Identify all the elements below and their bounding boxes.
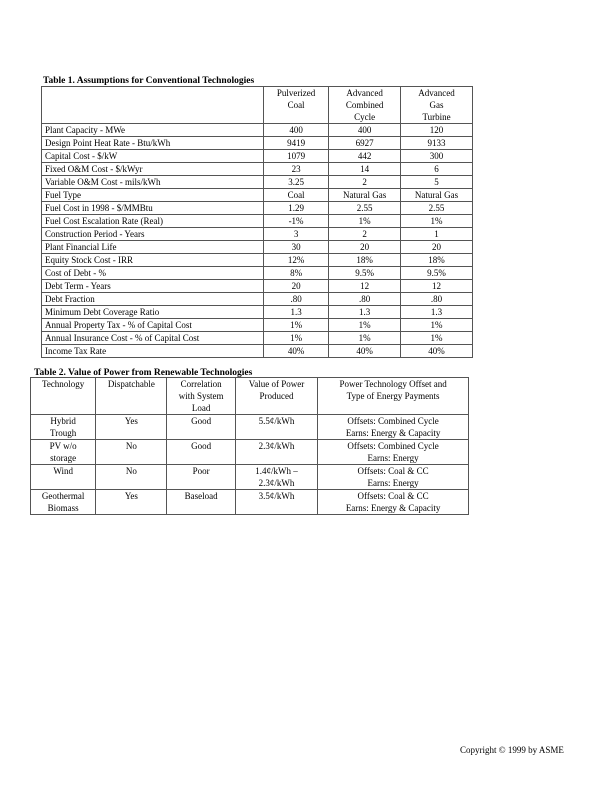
renewables-table — [30, 377, 469, 515]
renewables-header-row — [31, 378, 469, 415]
assumptions-cell: Fuel Cost Escalation Rate (Real) — [42, 215, 264, 228]
assumptions-cell: Equity Stock Cost - IRR — [42, 254, 264, 267]
renewables-cell: Geothermal Biomass — [31, 490, 96, 515]
renewables-cell: No — [96, 440, 167, 465]
assumptions-cell: Fixed O&M Cost - $/kWyr — [42, 163, 264, 176]
table-row — [42, 306, 473, 319]
assumptions-cell: 40% — [401, 345, 473, 358]
renewables-cell: Poor — [167, 465, 235, 490]
assumptions-cell: Coal — [264, 189, 329, 202]
table-row — [42, 137, 473, 150]
table-row — [42, 319, 473, 332]
assumptions-cell: Annual Property Tax - % of Capital Cost — [42, 319, 264, 332]
renewables-cell: 5.5¢/kWh — [235, 415, 317, 440]
assumptions-cell: Annual Insurance Cost - % of Capital Cost — [42, 332, 264, 345]
assumptions-cell: .80 — [264, 293, 329, 306]
assumptions-cell: .80 — [401, 293, 473, 306]
assumptions-cell: 6927 — [329, 137, 401, 150]
table-row — [42, 293, 473, 306]
assumptions-cell: 1.3 — [329, 306, 401, 319]
table2-caption: Table 2. Value of Power from Renewable Technologies — [34, 368, 253, 378]
renewables-cell: Wind — [31, 465, 96, 490]
assumptions-cell: 5 — [401, 176, 473, 189]
assumptions-cell: 3.25 — [264, 176, 329, 189]
assumptions-cell: 1079 — [264, 150, 329, 163]
assumptions-cell: 1.3 — [401, 306, 473, 319]
assumptions-cell: Design Point Heat Rate - Btu/kWh — [42, 137, 264, 150]
assumptions-cell: 40% — [329, 345, 401, 358]
assumptions-cell: 300 — [401, 150, 473, 163]
assumptions-cell: Debt Fraction — [42, 293, 264, 306]
table1-caption: Table 1. Assumptions for Conventional Technologies — [43, 76, 255, 86]
renewables-header-cell: Correlation with System Load — [167, 378, 235, 415]
table-row — [31, 440, 469, 465]
assumptions-cell: 1% — [329, 215, 401, 228]
assumptions-cell: 12% — [264, 254, 329, 267]
renewables-table-header — [31, 378, 469, 415]
renewables-cell: 2.3¢/kWh — [235, 440, 317, 465]
renewables-cell: Offsets: Coal & CC Earns: Energy — [318, 465, 469, 490]
renewables-cell: PV w/o storage — [31, 440, 96, 465]
assumptions-cell: 9133 — [401, 137, 473, 150]
assumptions-cell: 12 — [401, 280, 473, 293]
table-row — [42, 189, 473, 202]
assumptions-cell: Fuel Type — [42, 189, 264, 202]
assumptions-cell: 2.55 — [401, 202, 473, 215]
assumptions-cell: 9.5% — [401, 267, 473, 280]
assumptions-table — [41, 86, 473, 358]
assumptions-cell: 1% — [329, 319, 401, 332]
renewables-header-cell: Value of Power Produced — [235, 378, 317, 415]
renewables-cell: Offsets: Combined Cycle Earns: Energy & Capacity — [318, 415, 469, 440]
renewables-cell: Baseload — [167, 490, 235, 515]
table-row — [42, 202, 473, 215]
renewables-header-cell: Technology — [31, 378, 96, 415]
assumptions-header-cell: Advanced Combined Cycle — [329, 87, 401, 124]
table-row — [42, 241, 473, 254]
table-row — [42, 345, 473, 358]
assumptions-header-cell — [42, 87, 264, 124]
renewables-cell: Yes — [96, 490, 167, 515]
assumptions-cell: 400 — [329, 124, 401, 137]
assumptions-cell: 20 — [329, 241, 401, 254]
table-row — [42, 163, 473, 176]
assumptions-cell: Variable O&M Cost - mils/kWh — [42, 176, 264, 189]
assumptions-cell: 1% — [264, 332, 329, 345]
renewables-header-cell: Dispatchable — [96, 378, 167, 415]
assumptions-cell: 20 — [401, 241, 473, 254]
assumptions-cell: 12 — [329, 280, 401, 293]
assumptions-cell: 3 — [264, 228, 329, 241]
assumptions-cell: 9419 — [264, 137, 329, 150]
assumptions-cell: 1.3 — [264, 306, 329, 319]
assumptions-cell: -1% — [264, 215, 329, 228]
renewables-cell: Good — [167, 415, 235, 440]
assumptions-cell: Income Tax Rate — [42, 345, 264, 358]
assumptions-cell: 1.29 — [264, 202, 329, 215]
assumptions-table-header — [42, 87, 473, 124]
assumptions-cell: Construction Period - Years — [42, 228, 264, 241]
table-row — [31, 415, 469, 440]
renewables-cell: No — [96, 465, 167, 490]
renewables-cell: 1.4¢/kWh – 2.3¢/kWh — [235, 465, 317, 490]
assumptions-cell: 120 — [401, 124, 473, 137]
assumptions-cell: Cost of Debt - % — [42, 267, 264, 280]
assumptions-header-row — [42, 87, 473, 124]
table-row — [42, 228, 473, 241]
table-row — [42, 124, 473, 137]
assumptions-cell: 6 — [401, 163, 473, 176]
renewables-cell: Hybrid Trough — [31, 415, 96, 440]
renewables-cell: Offsets: Combined Cycle Earns: Energy — [318, 440, 469, 465]
assumptions-cell: Plant Financial Life — [42, 241, 264, 254]
renewables-cell: Good — [167, 440, 235, 465]
renewables-cell: 3.5¢/kWh — [235, 490, 317, 515]
assumptions-table-body — [42, 124, 473, 358]
assumptions-cell: Natural Gas — [329, 189, 401, 202]
assumptions-cell: 30 — [264, 241, 329, 254]
assumptions-cell: Plant Capacity - MWe — [42, 124, 264, 137]
assumptions-cell: 20 — [264, 280, 329, 293]
assumptions-cell: 9.5% — [329, 267, 401, 280]
assumptions-cell: 1% — [401, 332, 473, 345]
assumptions-cell: 400 — [264, 124, 329, 137]
assumptions-cell: 2 — [329, 176, 401, 189]
assumptions-cell: 1% — [401, 215, 473, 228]
assumptions-header-cell: Pulverized Coal — [264, 87, 329, 124]
assumptions-cell: 18% — [329, 254, 401, 267]
renewables-cell: Yes — [96, 415, 167, 440]
renewables-table-body — [31, 415, 469, 515]
assumptions-cell: 1 — [401, 228, 473, 241]
assumptions-header-cell: Advanced Gas Turbine — [401, 87, 473, 124]
assumptions-cell: Minimum Debt Coverage Ratio — [42, 306, 264, 319]
copyright-notice: Copyright © 1999 by ASME — [460, 745, 564, 755]
table-row — [42, 267, 473, 280]
table-row — [42, 332, 473, 345]
assumptions-cell: 2.55 — [329, 202, 401, 215]
assumptions-cell: 40% — [264, 345, 329, 358]
assumptions-cell: 14 — [329, 163, 401, 176]
assumptions-cell: Natural Gas — [401, 189, 473, 202]
assumptions-cell: 23 — [264, 163, 329, 176]
table-row — [31, 465, 469, 490]
assumptions-cell: 442 — [329, 150, 401, 163]
table-row — [42, 150, 473, 163]
assumptions-cell: Debt Term - Years — [42, 280, 264, 293]
assumptions-cell: 18% — [401, 254, 473, 267]
assumptions-cell: 1% — [329, 332, 401, 345]
table-row — [42, 176, 473, 189]
assumptions-cell: 8% — [264, 267, 329, 280]
assumptions-cell: 1% — [401, 319, 473, 332]
assumptions-cell: 2 — [329, 228, 401, 241]
assumptions-cell: Fuel Cost in 1998 - $/MMBtu — [42, 202, 264, 215]
renewables-header-cell: Power Technology Offset and Type of Energy Payments — [318, 378, 469, 415]
assumptions-cell: 1% — [264, 319, 329, 332]
table-row — [42, 280, 473, 293]
table-row — [31, 490, 469, 515]
assumptions-cell: Capital Cost - $/kW — [42, 150, 264, 163]
renewables-cell: Offsets: Coal & CC Earns: Energy & Capacity — [318, 490, 469, 515]
table-row — [42, 254, 473, 267]
table-row — [42, 215, 473, 228]
assumptions-cell: .80 — [329, 293, 401, 306]
